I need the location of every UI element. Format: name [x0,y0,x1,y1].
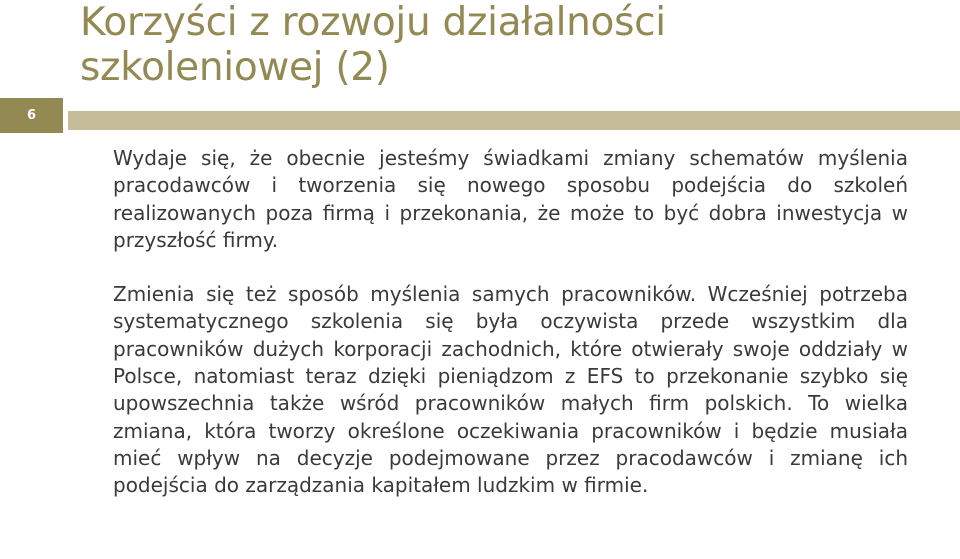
slide-title-line-2: szkoleniowej (2) [80,45,390,90]
slide-number-badge [0,98,63,133]
slide-title-line-1: Korzyści z rozwoju działalności [80,0,666,45]
slide-number: 6 [26,108,37,123]
title-accent-bar [68,111,960,130]
slide-title [80,0,940,90]
slide-body [113,145,908,500]
body-paragraph-2: Zmienia się też sposób myślenia samych pracowników. Wcześniej potrzeba systematycznego szkolenia się była oczywista przede wszystkim dla pracowników dużych korporacji zachodnich, które otwierały swoje oddziały w Polsce, natomiast teraz dzięki pieniądzom z EFS to przekonanie szybko się upowszechnia także wśród pracowników małych firm polskich. To wielka zmiana, która tworzy określone oczekiwania pracowników i będzie musiała mieć wpływ na decyzje podejmowane przez pracodawców i zmianę ich podejścia do zarządzania kapitałem ludzkim w firmie. [113,282,908,498]
body-paragraph-1: Wydaje się, że obecnie jesteśmy świadkami zmiany schematów myślenia pracodawców i tworzenia się nowego sposobu podejścia do szkoleń realizowanych poza firmą i przekonania, że może to być dobra inwestycja w przyszłość firmy. [113,146,908,252]
